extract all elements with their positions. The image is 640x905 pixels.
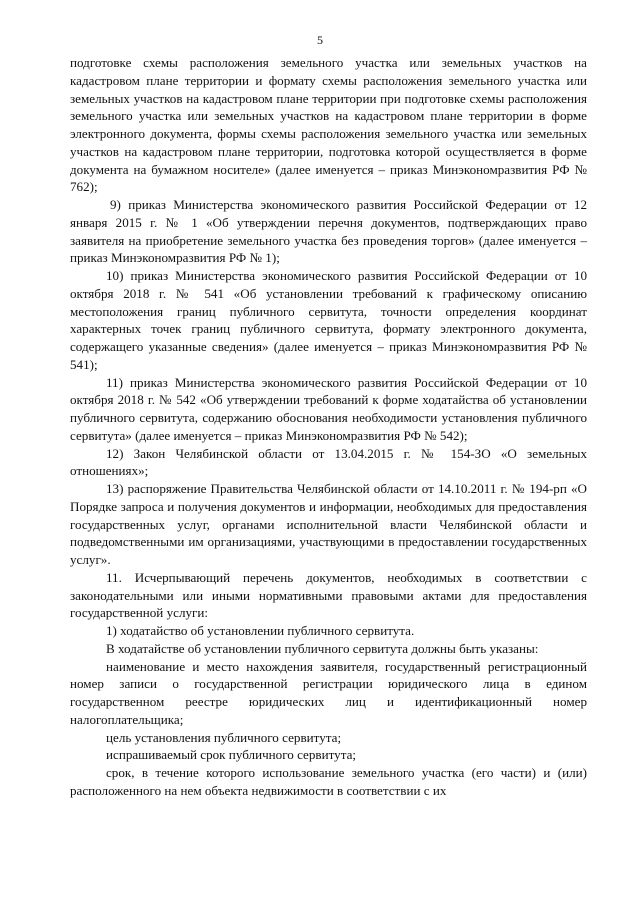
paragraph-section-11: 11. Исчерпывающий перечень документов, необходимых в соответствии с законодательными или иными нормативными правовыми актами для предоставления государственной услуги: [70, 569, 587, 621]
page-number: 5 [317, 33, 323, 47]
paragraph-purpose: цель установления публичного сервитута; [106, 729, 342, 745]
paragraph-usage-period: срок, в течение которого использование земельного участка (его части) и (или) расположенного на нем объекта недвижимости в соответствии с их [70, 765, 587, 798]
paragraph-applicant-name: наименование и место нахождения заявителя, государственный регистрационный номер записи о государственной регистрации юридического лица в едином государственном реестре юридических лиц и идентификационный номер налогоплательщика; [70, 658, 587, 727]
paragraph-item-10: 10) приказ Министерства экономического развития Российской Федерации от 10 октября 2018 г. № 541 «Об установлении требований к графическому описанию местоположения границ публичного сервитута, точности определения координат характерных точек границ публичного сервитута, формату электронного документа, содержащего указанные сведения» (далее именуется – приказ Минэкономразвития РФ № 541); [70, 268, 587, 372]
paragraph-item-13: 13) распоряжение Правительства Челябинской области от 14.10.2011 г. № 194-рп «О Порядке запроса и получения документов и информации, необходимых для предоставления государственных услуг, органами исполнительной власти Челябинской области и подведомственными им организациями, участвующими в предоставлении государственных услуг». [70, 481, 587, 567]
paragraph-item-12: 12) Закон Челябинской области от 13.04.2015 г. № 154-ЗО «О земельных отношениях»; [70, 445, 587, 479]
document-body [70, 54, 587, 800]
paragraph-petition: 1) ходатайство об установлении публичного сервитута. [106, 623, 415, 638]
paragraph-term: испрашиваемый срок публичного сервитута; [106, 747, 357, 763]
paragraph-petition-requirements: В ходатайстве об установлении публичного сервитута должны быть указаны: [106, 640, 539, 656]
paragraph-continuation: подготовке схемы расположения земельного участка или земельных участков на кадастровом плане территории и формату схемы расположения земельного участка или земельных участков на кадастровом плане территории при подготовке схемы расположения земельного участка или земельных участков на кадастровом плане территории в форме электронного документа, формы схемы расположения земельного участка или земельных участков на кадастровом плане территории, подготовка которой осуществляется в форме документа на бумажном носителе» (далее именуется – приказ Минэкономразвития РФ № 762); [70, 55, 587, 195]
paragraph-item-9: 9) приказ Министерства экономического развития Российской Федерации от 12 января 2015 г. № 1 «Об утверждении перечня документов, подтверждающих право заявителя на приобретение земельного участка без проведения торгов» (далее именуется – приказ Минэкономразвития РФ № 1); [70, 197, 587, 266]
paragraph-item-11: 11) приказ Министерства экономического развития Российской Федерации от 10 октября 2018 г. № 542 «Об утверждении требований к форме ходатайства об установлении публичного сервитута, содержанию обоснования необходимости установления публичного сервитута» (далее именуется – приказ Минэкономразвития РФ № 542); [70, 374, 587, 443]
